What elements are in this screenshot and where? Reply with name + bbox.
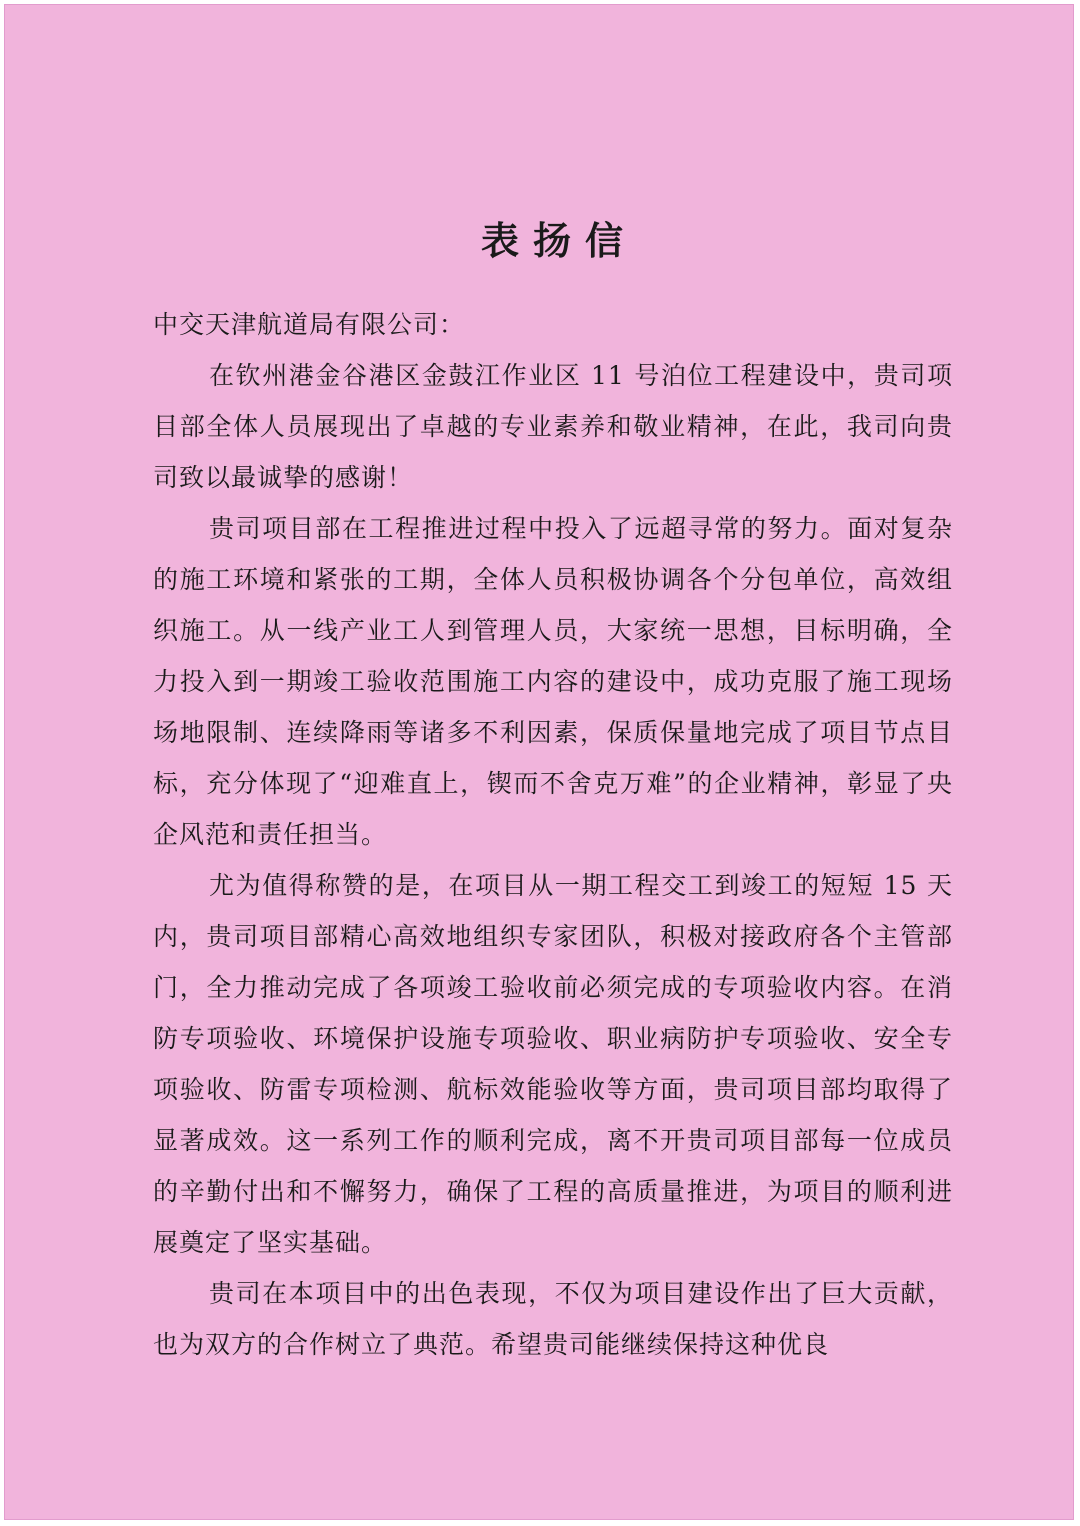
letter-page bbox=[4, 4, 1074, 1520]
paragraph-3: 尤为值得称赞的是，在项目从一期工程交工到竣工的短短 15 天内，贵司项目部精心高效地组织专家团队，积极对接政府各个主管部门，全力推动完成了各项竣工验收前必须完成的专项验收内容。在消防专项验收、环境保护设施专项验收、职业病防护专项验收、安全专项验收、防雷专项检测、航标效能验收等方面，贵司项目部均取得了显著成效。这一系列工作的顺利完成，离不开贵司项目部每一位成员的辛勤付出和不懈努力，确保了工程的高质量推进，为项目的顺利进展奠定了坚实基础。 bbox=[153, 871, 953, 1257]
salutation: 中交天津航道局有限公司： bbox=[153, 310, 466, 339]
paragraph-1: 在钦州港金谷港区金鼓江作业区 11 号泊位工程建设中，贵司项目部全体人员展现出了卓越的专业素养和敬业精神，在此，我司向贵司致以最诚挚的感谢！ bbox=[153, 361, 953, 492]
paragraph-4: 贵司在本项目中的出色表现，不仅为项目建设作出了巨大贡献，也为双方的合作树立了典范。希望贵司能继续保持这种优良 bbox=[153, 1279, 953, 1359]
paragraph-2: 贵司项目部在工程推进过程中投入了远超寻常的努力。面对复杂的施工环境和紧张的工期，全体人员积极协调各个分包单位，高效组织施工。从一线产业工人到管理人员，大家统一思想，目标明确，全力投入到一期竣工验收范围施工内容的建设中，成功克服了施工现场场地限制、连续降雨等诸多不利因素，保质保量地完成了项目节点目标，充分体现了“迎难直上，锲而不舍克万难”的企业精神，彰显了央企风范和责任担当。 bbox=[153, 514, 953, 849]
letter-title: 表扬信 bbox=[480, 219, 637, 263]
letter-body bbox=[153, 299, 953, 1370]
